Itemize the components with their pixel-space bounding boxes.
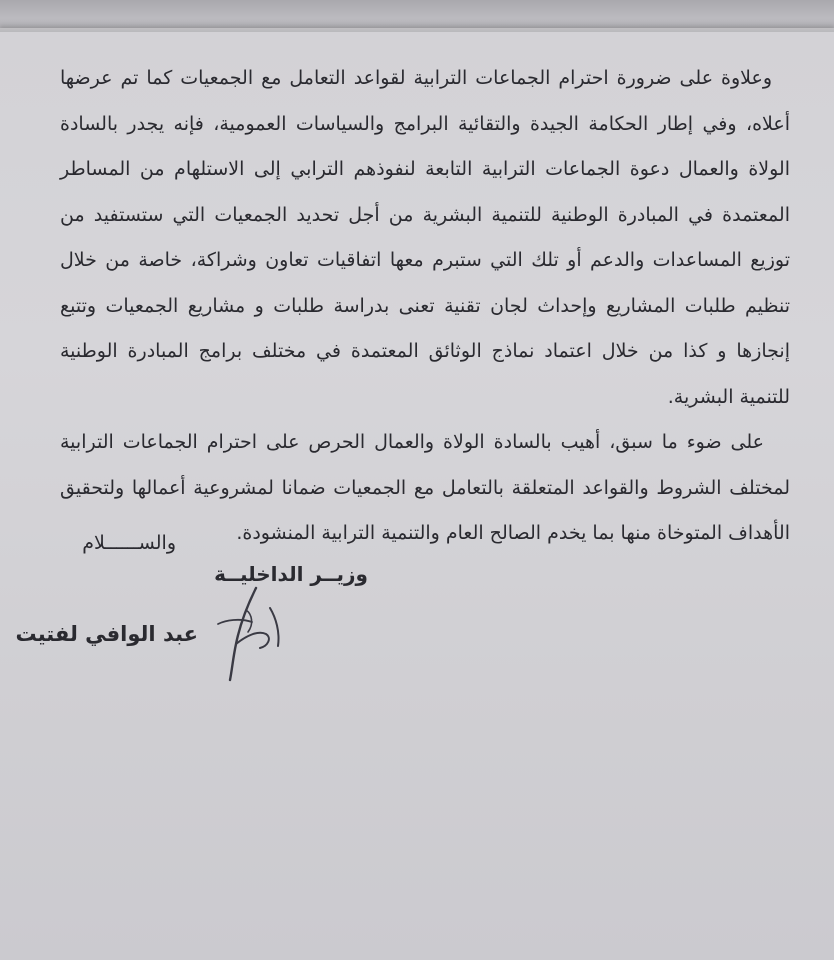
paragraph-associations-procedures: وعلاوة على ضرورة احترام الجماعات الترابية لقواعد التعامل مع الجمعيات كما تم عرضها أعلاه، وفي إطار الحكامة الجيدة والتقائية البرامج والسياسات العمومية، فإنه يجدر بالسادة الولاة والعمال دعوة الجماعات الترابية التابعة لنفوذهم الترابي إلى الاستلهام من المساطر المعتمدة في المبادرة الوطنية للتنمية البشرية من أجل تحديد الجمعيات التي ستستفيد من توزيع المساعدات والدعم أو تلك التي ستبرم معها اتفاقيات تعاون وشراكة، خاصة من خلال تنظيم طلبات المشاريع وإحداث لجان تقنية تعنى بدراسة طلبات و مشاريع الجمعيات وتتبع إنجازها و كذا من خلال اعتماد نماذج الوثائق المعتمدة في مختلف برامج المبادرة الوطنية للتنمية البشرية. bbox=[60, 67, 790, 408]
paragraph-conclusion: على ضوء ما سبق، أهيب بالسادة الولاة والعمال الحرص على احترام الجماعات الترابية لمختلف الشروط والقواعد المتعلقة بالتعامل مع الجمعيات ضمانا لمشروعية أعمالها ولتحقيق الأهداف المتوخاة منها بما يخدم الصالح العام والتنمية الترابية المنشودة. bbox=[60, 431, 790, 544]
letter-body bbox=[60, 56, 790, 557]
closing-salutation: والســــــلام bbox=[82, 532, 176, 554]
minister-name: عبد الوافي لفتيت bbox=[15, 622, 198, 646]
minister-title: وزيــر الداخليــة bbox=[214, 562, 368, 586]
handwritten-signature bbox=[196, 584, 306, 684]
